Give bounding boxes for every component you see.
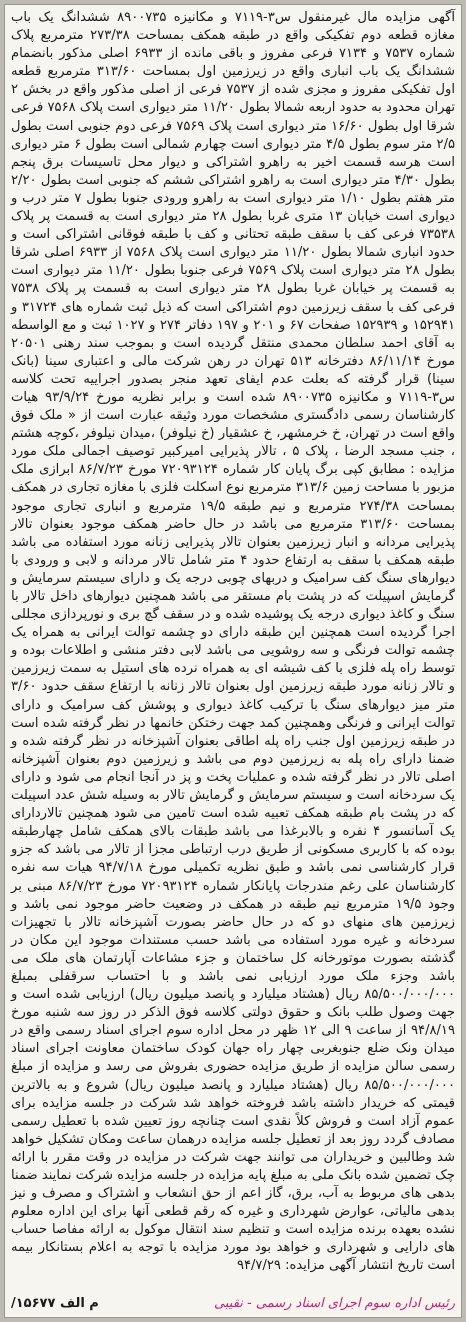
newspaper-clipping [4,4,462,1318]
notice-footer [11,1275,455,1313]
issue-code: م الف ۱۵۶۷۷/ [11,1295,99,1311]
signature-line: رئیس اداره سوم اجرای اسناد رسمی - نقیبی [214,1295,455,1311]
auction-notice-body: آگهی مزایده مال غیرمنقول س۳-۷۱۱۹ و مکانیزه ۸۹۰۰۷۳۵ ششدانگ یک باب مغازه قطعه دوم تفکیکی واقع در طبقه همکف بمساحت ۲۷۳/۳۸ مترمربع پلاک شماره ۷۵۳۷ و ۷۱۳۴ فرعی مفروز و باقی مانده از ۶۹۳۳ اصلی مذکور بانضمام ششدانگ یک باب انباری واقع در زیرزمین اول بمساحت ۳۱۳/۶۰ مترمربع قطعه اول تفکیکی مفروز و مجزی شده از ۷۵۳۷ فرعی از اصلی مذکور واقع در بخش ۲ تهران محدود به حدود اربعه شمالا بطول ۱۱/۲۰ متر دیواری است پلاک ۷۵۶۸ فرعی شرقا اول بطول ۱۶/۶۰ متر دیواری است پلاک ۷۵۶۹ فرعی دوم جنوبی است بطول ۲/۵ متر سوم بطول ۴/۵ متر دیواری است چهارم شمالی است بطول ۶ متر دیواری است هرسه قسمت اخیر به راهرو اشتراکی و دیوار محل تاسیسات برق پنجم بطول ۴/۳۰ متر دیواری است به راهرو اشتراکی ششم که جنوبی است بطول ۲/۲۰ متر هفتم بطول ۱/۱۰ متر دیواری است به راهرو ورودی جنوبا بطول ۷ متر درب و دیواری است خیابان ۱۳ متری غربا بطول ۲۸ متر دیواری است به قسمت پر پلاک ۷۳۵۳۸ فرعی کف با سقف طبقه تحتانی و کف با طبقه فوقانی اشتراکی است و حدود انباری شمالا بطول ۱۱/۲۰ متر دیواری است پلاک ۷۵۶۸ از ۶۹۳۳ اصلی شرقا بطول ۲۸ متر دیواری است پلاک ۷۵۶۹ فرعی جنوبا بطول ۱۱/۲۰ متر دیواری است به قسمت پر خیابان غربا بطول ۲۸ متر دیواری است به قسمت پر پلاک ۷۵۳۸ فرعی کف با سقف زیرزمین دوم اشتراکی است که ذیل ثبت شماره های ۳۱۷۲۴ و ۱۵۲۹۴۱ و ۱۵۲۹۳۹ صفحات ۶۷ و ۲۰۱ و ۱۹۷ دفاتر ۲۷۴ و ۱۰۲۷ ثبت و مع الواسطه به آقای احمد سلطان محمدی منتقل گردیده است و بموجب سند رهنی ۲۰۵۰۱ مورخ ۸۶/۱۱/۱۴ دفترخانه ۵۱۳ تهران در رهن شرکت مالی و اعتباری سینا (بانک سینا) قرار گرفته که بعلت عدم ایفای تعهد منجر بصدور اجراییه تحت کلاسه س۳-۷۱۱۹ و مکانیزه ۸۹۰۰۷۳۵ شده است و برابر نظریه مورخ ۹۳/۹/۲۴ هیات کارشناسان رسمی دادگستری مشخصات مورد وثیقه عبارت است از « ملک فوق واقع است در تهران، خ خرمشهر، خ عشقیار (خ نیلوفر) ،میدان نیلوفر ،کوچه هشتم ، جنب مسجد الرضا ، پلاک ۵ ، تالار پذیرایی امیرکبیر توصیف اجمالی ملک مورد مزایده : مطابق کپی برگ پایان کار شماره ۷۲۰۹۳۱۲۴ مورخ ۸۶/۷/۲۳ ابرازی ملک مزبور با مساحت زمین ۳۱۳/۶ مترمربع نوع اسکلت فلزی با مغازه تجاری در همکف بمساحت ۲۷۴/۳۸ مترمربع و نیم طبقه ۱۹/۵ مترمربع و انباری تجاری موجود بمساحت ۳۱۳/۶۰ مترمربع می باشد در حال حاضر همکف موجود بعنوان تالار پذیرایی مردانه و انبار زیرزمین بعنوان تالار پذیرایی زنانه مورد استفاده می باشد طبقه همکف با سقف به ارتفاع حدود ۴ متر شامل تالار مردانه و لابی و ورودی با دیوارهای سنگ کف سرامیک و دربهای چوبی درجه یک و دارای سیستم سرمایش و گرمایش اسپیلت که در پشت بام مستقر می باشد همچنین دیوارهای داخل تالار با سنگ و کاغذ دیواری درجه یک پوشیده شده و در سقف گچ بری و نورپردازی مجللی اجرا گردیده است همچنین این طبقه دارای دو چشمه توالت ایرانی به همراه یک چشمه توالت فرنگی و سه روشویی می باشد لابی دفتر منشی و اطلاعات بوده و توسط راه پله فلزی با کف شیشه ای به همراه نرده های استیل به سمت زیرزمین و تالار زنانه مورد طبقه زیرزمین اول بعنوان تالار زنانه با ارتفاع سقف حدود ۳/۶۰ متر میز دیوارهای سنگ با ترکیب کاغذ دیواری و پوشش کف سرامیک و دارای توالت ایرانی و فرنگی وهمچنین کمد جهت رختکن خانمها در نظر گرفته شده است در طبقه زیرزمین اول جنب راه پله اطاقی بعنوان آشپزخانه در نظر گرفته شده و ضمنا دارای راه پله به زیرزمین دوم می باشد و زیرزمین دوم بعنوان آشپزخانه اصلی تالار در نظر گرفته شده و عملیات پخت و پز در آنجا انجام می شود و دارای یک سردخانه است و سیستم سرمایش و گرمایش تالار به وسیله شش عدد اسپیلت که در پشت بام طبقه همکف تعبیه شده است تامین می شود همچنین تالاردارای یک آسانسور ۴ نفره و بالابرغذا می باشد طبقات بالای همکف شامل چهارطبقه بوده که با کاربری مسکونی از طریق درب ارتباطی مجزا از تالار می باشد که جزو قرار کارشناسی نمی باشد و طبق نظریه تکمیلی مورخ ۹۴/۷/۱۸ هیات سه نفره کارشناسان علی رغم مندرجات پایانکار شماره ۷۲۰۹۳۱۲۴ مورخ ۸۶/۷/۲۳ مبنی بر وجود ۱۹/۵ مترمربع نیم طبقه در همکف در وضعیت حاضر موجود نمی باشد و زیرزمین های منهای دو که در حال حاضر بصورت آشپزخانه تالار با تجهیزات سردخانه و غیره مورد استفاده می باشد حسب مستندات موجود این مکان در گذشته بصورت موتورخانه کل ساختمان و جزء مشاعات آپارتمان های ملک می باشد وجزء ملک مورد ارزیابی نمی باشد و با احتساب سرقفلی بمبلغ ۸۵/۵۰۰/۰۰۰/۰۰۰ ریال (هشتاد میلیارد و پانصد میلیون ریال) ارزیابی شده است و جهت وصول طلب بانک و حقوق دولتی کلاسه فوق الذکر در روز سه شنبه مورخ ۹۴/۸/۱۹ از ساعت ۹ الی ۱۲ ظهر در محل اداره سوم اجرای اسناد رسمی واقع در میدان ونک ضلع جنوبغربی چهار راه جهان کودک ساختمان معاونت اجرای اسناد رسمی سالن مزایده از طریق مزایده حضوری بفروش می رسد و مزایده از مبلغ ۸۵/۵۰۰/۰۰۰/۰۰۰ ریال (هشتاد میلیارد و پانصد میلیون ریال) شروع و به بالاترین قیمتی که خریدار داشته باشد فروخته خواهد شد شرکت در جلسه مزایده برای عموم آزاد است و فروش کلاً نقدی است چنانچه روز تعیین شده با تعطیل رسمی مصادف گردد روز بعد از تعطیل جلسه مزایده درهمان ساعت ومکان تشکیل خواهد شد وطالبین و خریداران می توانند جهت شرکت در مزایده در وقت مقرر با ارائه چک تضمین شده بانک ملی به مبلغ پایه مزایده در جلسه مزایده شرکت نمایند ضمنا بدهی های مربوط به آب، برق، گاز اعم از حق انشعاب و اشتراک و مصرف و نیز بدهی مالیاتی، عوارض شهرداری و غیره که رقم قطعی آنها برای این اداره معلوم نشده بعهده برنده مزایده است و تنظیم سند انتقال موکول به ارائه مفاصا حساب های دارایی و شهرداری و خواهد بود مورد مزایده با توجه به اعلام بستانکار بیمه است تاریخ انتشار آگهی مزایده: ۹۴/۷/۲۹ [6,10,456,1274]
